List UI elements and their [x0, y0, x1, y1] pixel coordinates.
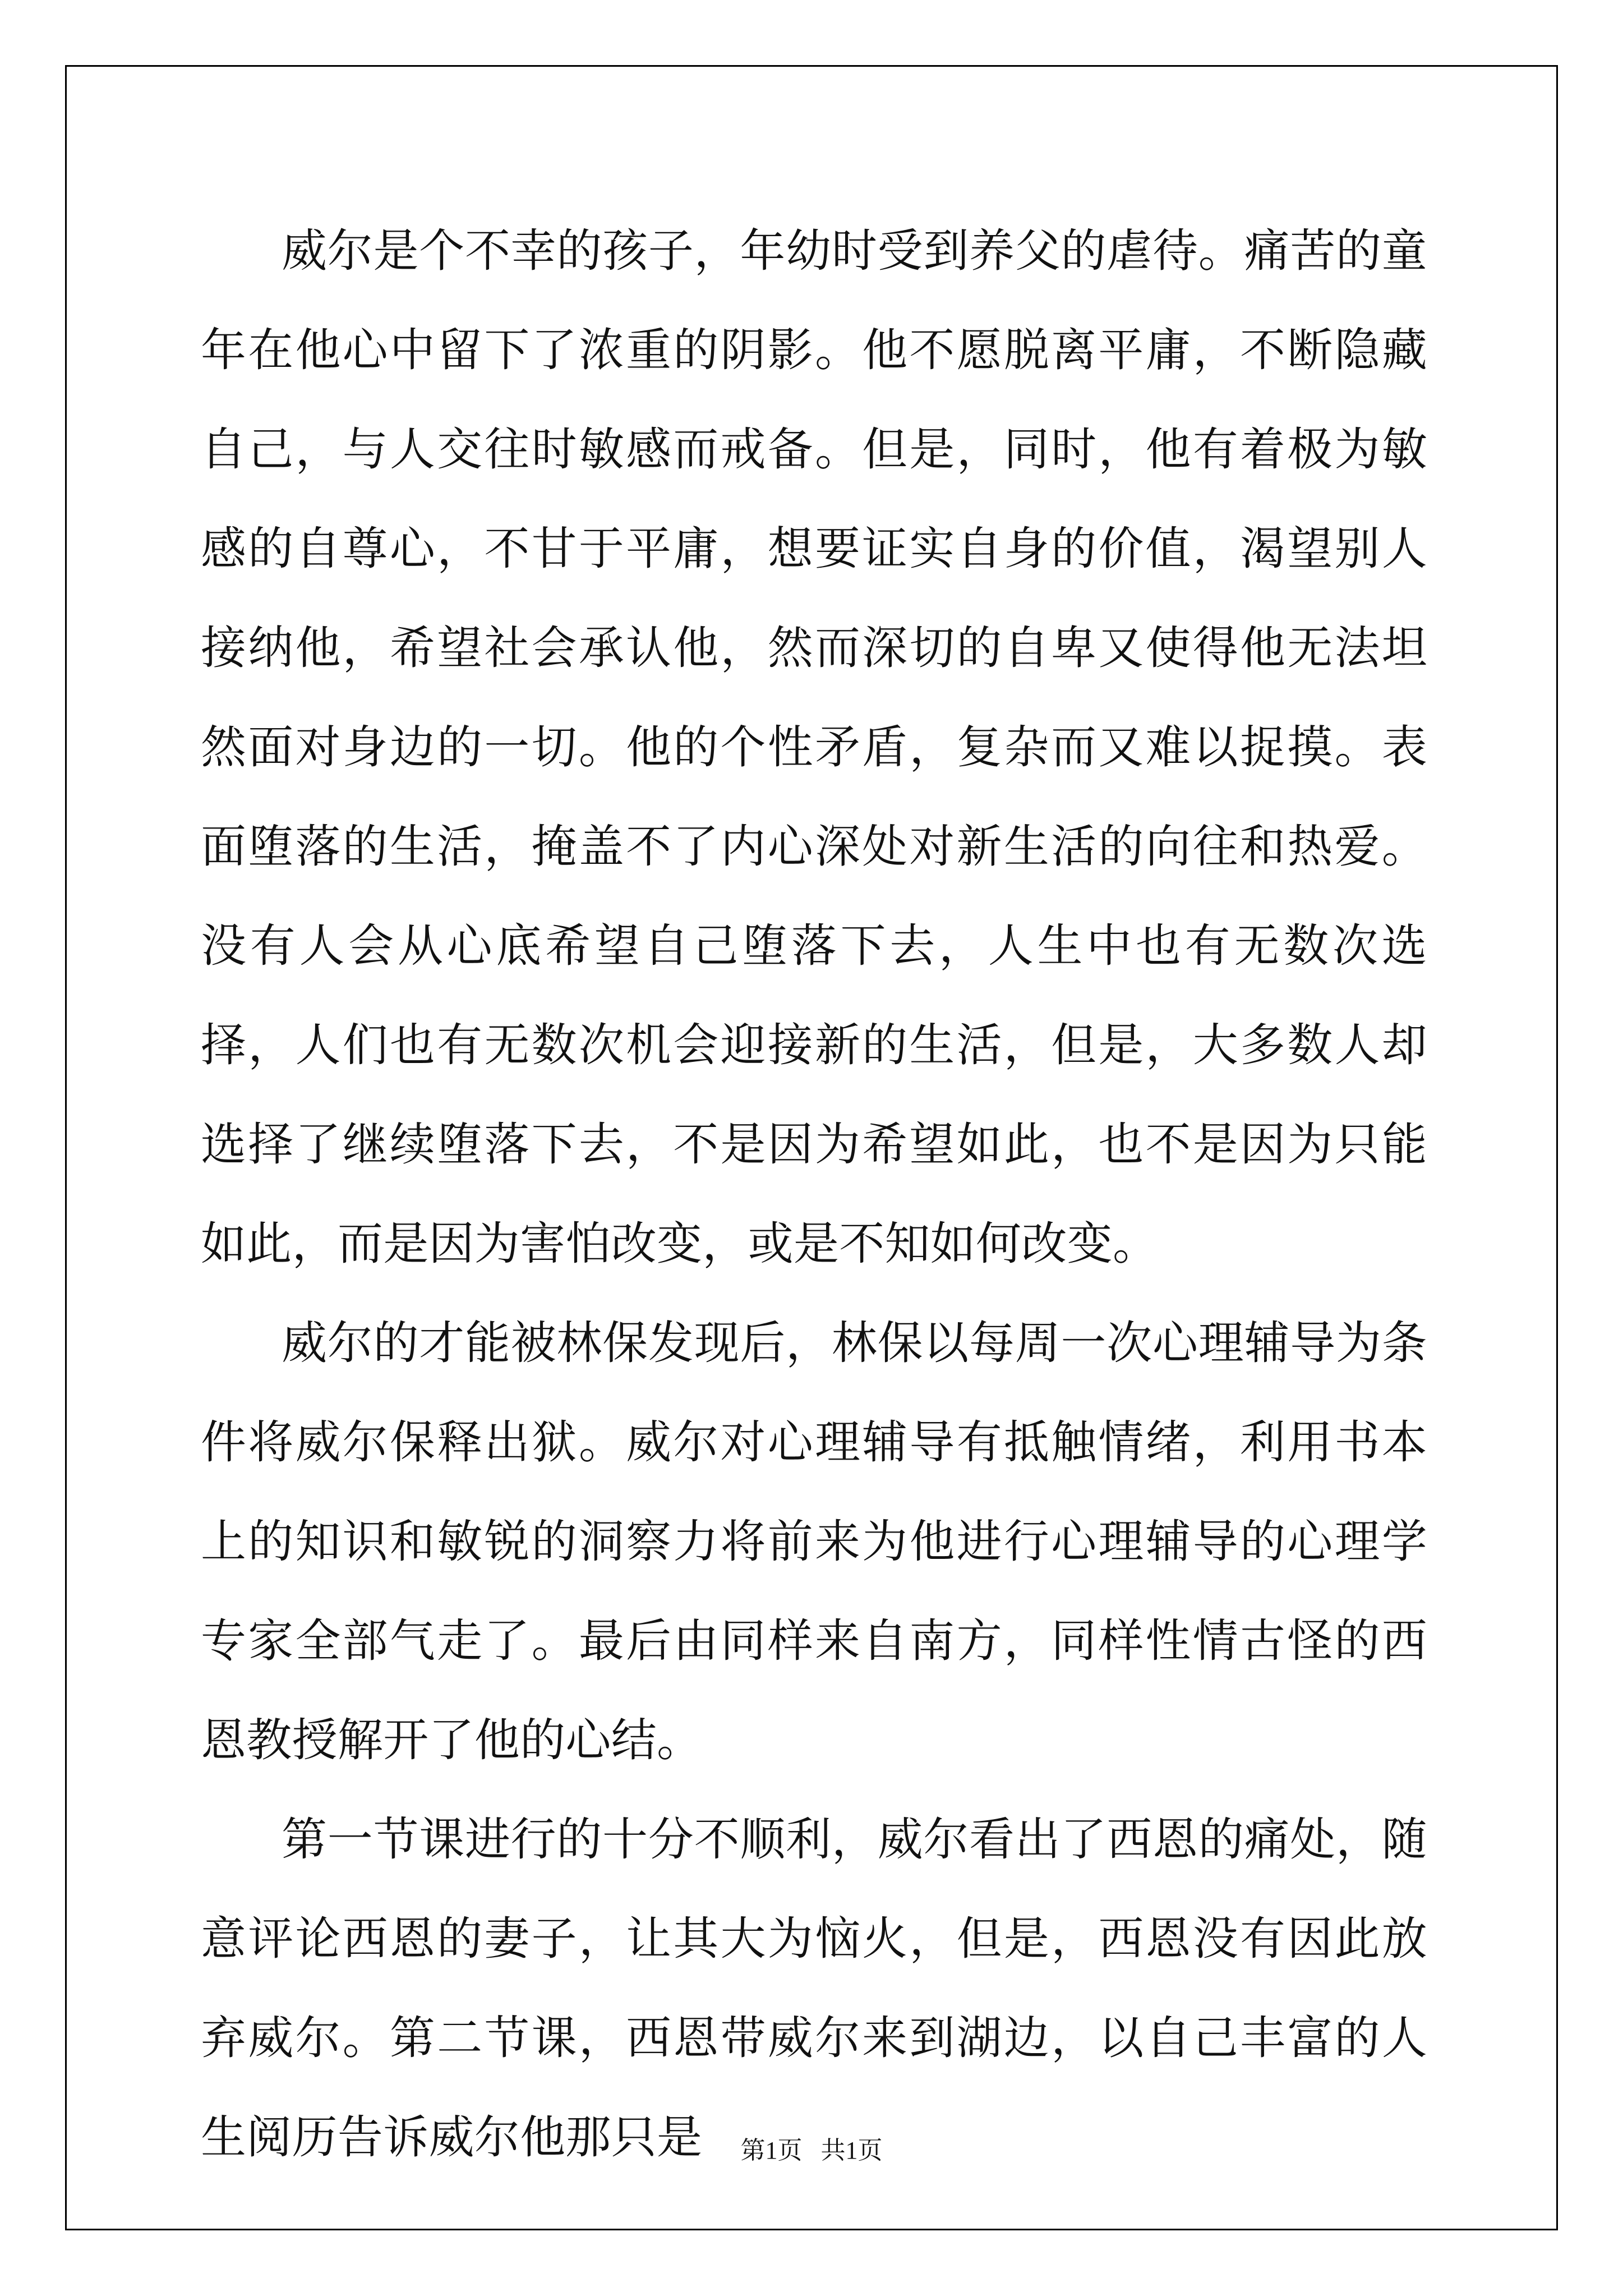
paragraph-3: 第一节课进行的十分不顺利，威尔看出了西恩的痛处，随意评论西恩的妻子，让其大为恼火，但是，西恩没有因此放弃威尔。第二节课，西恩带威尔来到湖边，以自己丰富的人生阅历告诉威尔他那只是: [201, 1814, 1427, 2164]
footer-spacer: [803, 2137, 821, 2164]
page-total: 共1页: [820, 2137, 883, 2164]
document-body: [201, 202, 1427, 2188]
paragraph-1: 威尔是个不幸的孩子，年幼时受到养父的虐待。痛苦的童年在他心中留下了浓重的阴影。他不愿脱离平庸，不断隐藏自己，与人交往时敏感而戒备。但是，同时，他有着极为敏感的自尊心，不甘于平庸，想要证实自身的价值，渴望别人接纳他，希望社会承认他，然而深切的自卑又使得他无法坦然面对身边的一切。他的个性矛盾，复杂而又难以捉摸。表面堕落的生活，掩盖不了内心深处对新生活的向往和热爱。没有人会从心底希望自己堕落下去，人生中也有无数次选择，人们也有无数次机会迎接新的生活，但是，大多数人却选择了继续堕落下去，不是因为希望如此，也不是因为只能如此，而是因为害怕改变，或是不知如何改变。: [201, 225, 1427, 1271]
page-footer: [0, 2134, 1623, 2168]
paragraph-2: 威尔的才能被林保发现后，林保以每周一次心理辅导为条件将威尔保释出狱。威尔对心理辅导有抵触情绪，利用书本上的知识和敏锐的洞察力将前来为他进行心理辅导的心理学专家全部气走了。最后由同样来自南方，同样性情古怪的西恩教授解开了他的心结。: [201, 1317, 1427, 1767]
page-number: 第1页: [740, 2137, 803, 2164]
